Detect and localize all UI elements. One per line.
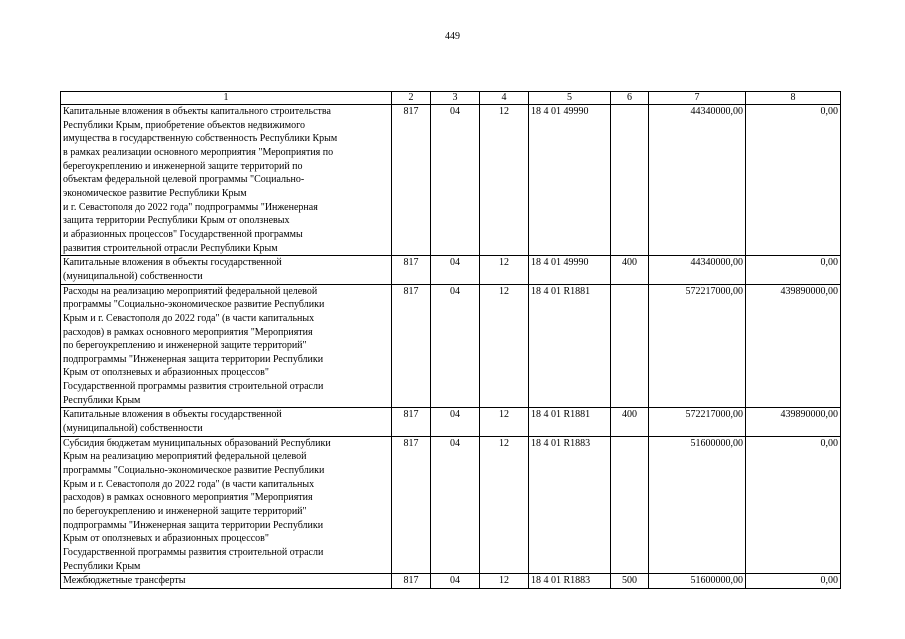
table-row xyxy=(61,284,841,408)
section-code-cell: 04 xyxy=(431,284,480,408)
section-code-cell: 04 xyxy=(431,256,480,284)
description-cell xyxy=(61,408,392,436)
section-code-cell: 04 xyxy=(431,408,480,436)
table-row xyxy=(61,408,841,436)
amount-cell: 439890000,00 xyxy=(746,408,841,436)
header-cell-3: 3 xyxy=(431,92,480,105)
header-row xyxy=(61,92,841,105)
description-line: расходов) в рамках основного мероприятия "Мероприятия xyxy=(63,492,313,504)
description-line: Государственной программы развития строительной отрасли xyxy=(63,381,324,393)
description-line: по берегоукреплению и инженерной защите территорий" xyxy=(63,340,307,352)
header-cell-7: 7 xyxy=(649,92,746,105)
expense-type-cell: 400 xyxy=(611,408,649,436)
subsection-code-cell: 12 xyxy=(480,256,529,284)
description-line: Капитальные вложения в объекты государственной xyxy=(63,257,282,269)
ministry-code-cell: 817 xyxy=(392,408,431,436)
description-line: Субсидия бюджетам муниципальных образований Республики xyxy=(63,437,331,449)
subsection-code-cell: 12 xyxy=(480,408,529,436)
description-line: защита территории Республики Крым от оползневых xyxy=(63,215,290,227)
target-article-cell: 18 4 01 R1881 xyxy=(529,284,611,408)
subsection-code-cell: 12 xyxy=(480,105,529,256)
description-line: программы "Социально-экономическое развитие Республики xyxy=(63,299,325,311)
header-cell-2: 2 xyxy=(392,92,431,105)
ministry-code-cell: 817 xyxy=(392,256,431,284)
amount-cell: 439890000,00 xyxy=(746,284,841,408)
description-line: расходов) в рамках основного мероприятия "Мероприятия xyxy=(63,326,313,338)
table-row xyxy=(61,105,841,256)
budget-table xyxy=(60,91,841,589)
description-cell xyxy=(61,574,392,589)
description-line: Капитальные вложения в объекты капитального строительства xyxy=(63,106,331,117)
section-code-cell: 04 xyxy=(431,574,480,589)
description-line: Крым и г. Севастополя до 2022 года" (в части капитальных xyxy=(63,478,315,490)
subsection-code-cell: 12 xyxy=(480,436,529,574)
target-article-cell: 18 4 01 R1883 xyxy=(529,436,611,574)
amount-cell: 572217000,00 xyxy=(649,284,746,408)
amount-cell: 572217000,00 xyxy=(649,408,746,436)
description-cell xyxy=(61,105,392,256)
description-line: Республики Крым, приобретение объектов недвижимого xyxy=(63,119,305,131)
description-line: подпрограммы "Инженерная защита территории Республики xyxy=(63,353,324,365)
description-cell xyxy=(61,436,392,574)
amount-cell: 0,00 xyxy=(746,105,841,256)
table-body xyxy=(61,92,841,589)
description-line: Крым от оползневых и абразионных процессов" xyxy=(63,533,269,545)
description-line: объектам федеральной целевой программы "Социально- xyxy=(63,174,305,186)
header-cell-5: 5 xyxy=(529,92,611,105)
description-line: берегоукреплению и инженерной защите территорий по xyxy=(63,160,303,172)
description-line: Крым на реализацию мероприятий федеральной целевой xyxy=(63,451,307,463)
description-line: Межбюджетные трансферты xyxy=(63,575,186,587)
table-row xyxy=(61,574,841,589)
description-line: Крым от оползневых и абразионных процессов" xyxy=(63,367,269,379)
amount-cell: 44340000,00 xyxy=(649,256,746,284)
subsection-code-cell: 12 xyxy=(480,574,529,589)
expense-type-cell: 500 xyxy=(611,574,649,589)
ministry-code-cell: 817 xyxy=(392,105,431,256)
page-number: 449 xyxy=(445,31,460,42)
description-cell xyxy=(61,256,392,284)
section-code-cell: 04 xyxy=(431,436,480,574)
expense-type-cell xyxy=(611,284,649,408)
description-line: Государственной программы развития строительной отрасли xyxy=(63,547,324,558)
amount-cell: 51600000,00 xyxy=(649,436,746,574)
description-line: развития строительной отрасли Республики Крым xyxy=(63,242,278,254)
amount-cell: 44340000,00 xyxy=(649,105,746,256)
description-line: Республики Крым xyxy=(63,394,141,406)
header-cell-6: 6 xyxy=(611,92,649,105)
target-article-cell: 18 4 01 R1883 xyxy=(529,574,611,589)
description-line: Расходы на реализацию мероприятий федеральной целевой xyxy=(63,285,318,297)
header-cell-4: 4 xyxy=(480,92,529,105)
target-article-cell: 18 4 01 R1881 xyxy=(529,408,611,436)
table-row xyxy=(61,436,841,574)
ministry-code-cell: 817 xyxy=(392,284,431,408)
header-cell-8: 8 xyxy=(746,92,841,105)
expense-type-cell: 400 xyxy=(611,256,649,284)
subsection-code-cell: 12 xyxy=(480,284,529,408)
description-line: Капитальные вложения в объекты государственной xyxy=(63,409,282,421)
description-line: Республики Крым xyxy=(63,560,141,572)
amount-cell: 0,00 xyxy=(746,436,841,574)
expense-type-cell xyxy=(611,105,649,256)
description-line: экономическое развитие Республики Крым xyxy=(63,187,247,199)
table-row xyxy=(61,256,841,284)
description-line: Крым и г. Севастополя до 2022 года" (в части капитальных xyxy=(63,312,315,324)
target-article-cell: 18 4 01 49990 xyxy=(529,105,611,256)
ministry-code-cell: 817 xyxy=(392,436,431,574)
header-cell-1: 1 xyxy=(61,92,392,105)
description-line: имущества в государственную собственность Республики Крым xyxy=(63,133,338,145)
description-cell xyxy=(61,284,392,408)
description-line: по берегоукреплению и инженерной защите территорий" xyxy=(63,506,307,518)
description-line: и абразионных процессов" Государственной программы xyxy=(63,228,303,240)
description-line: и г. Севастополя до 2022 года" подпрограммы "Инженерная xyxy=(63,201,318,213)
description-line: (муниципальной) собственности xyxy=(63,423,203,435)
amount-cell: 0,00 xyxy=(746,256,841,284)
target-article-cell: 18 4 01 49990 xyxy=(529,256,611,284)
description-line: (муниципальной) собственности xyxy=(63,270,203,282)
expense-type-cell xyxy=(611,436,649,574)
ministry-code-cell: 817 xyxy=(392,574,431,589)
description-line: подпрограммы "Инженерная защита территории Республики xyxy=(63,519,324,531)
description-line: в рамках реализации основного мероприятия "Мероприятия по xyxy=(63,146,334,158)
description-line: программы "Социально-экономическое развитие Республики xyxy=(63,465,325,477)
amount-cell: 51600000,00 xyxy=(649,574,746,589)
amount-cell: 0,00 xyxy=(746,574,841,589)
section-code-cell: 04 xyxy=(431,105,480,256)
